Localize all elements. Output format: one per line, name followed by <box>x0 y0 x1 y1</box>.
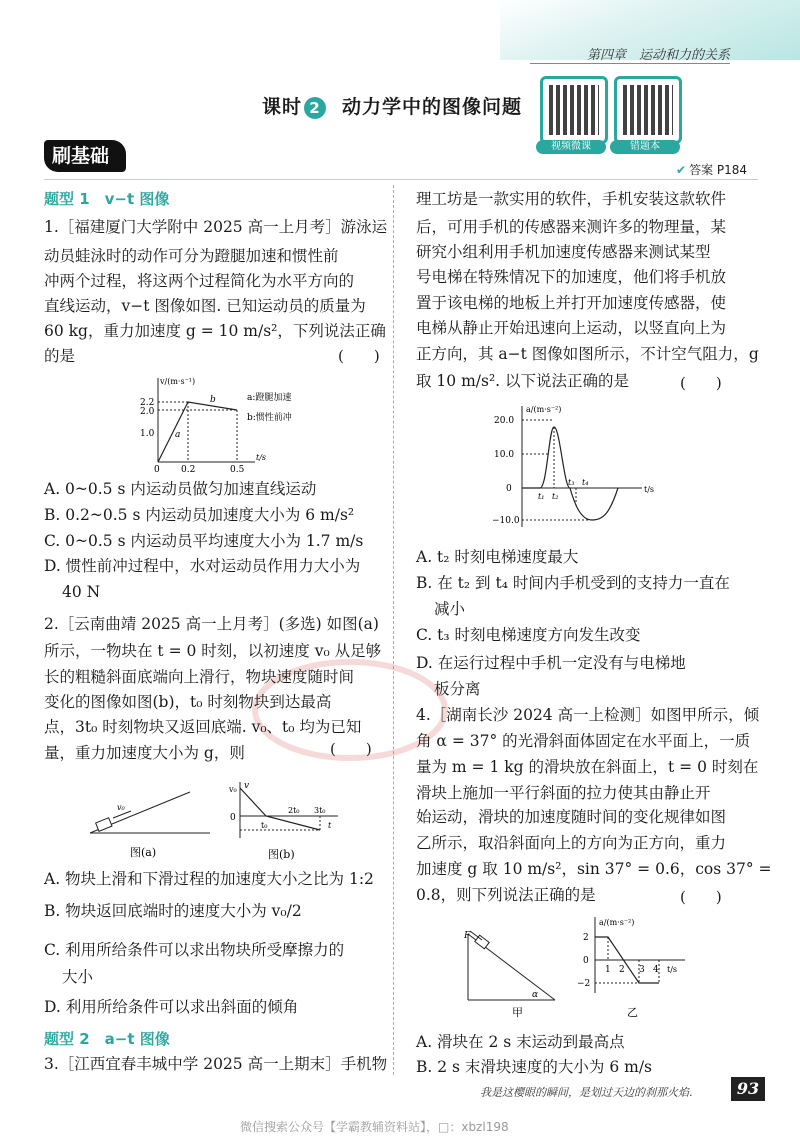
right-line-r7: 正方向，其 a−t 图像如图所示，不计空气阻力，g <box>416 345 759 363</box>
right-line-q4d: 滑块上施加一平行斜面的拉力使其由静止开 <box>416 784 711 802</box>
figure-caption: 图(b) <box>268 848 295 861</box>
chapter-title: 第四章 运动和力的关系 <box>586 48 730 63</box>
right-line-r2: 后，可用手机的传感器来测许多的物理量，某 <box>416 218 727 236</box>
v0-label: v₀ <box>117 803 125 812</box>
left-line-q1a: 1.［福建厦门大学附中 2025 高一上月考］游泳运 <box>44 218 388 236</box>
curve-label: a <box>175 430 181 440</box>
left-line-q2f: 量，重力加速度大小为 g，则 <box>44 744 245 762</box>
right-line-q4b: 角 α = 37° 的光滑斜面体固定在水平面上，一质 <box>416 732 751 750</box>
y-tick: 2 <box>583 933 589 943</box>
x-axis-label: t/s <box>256 453 267 462</box>
figure-caption: 甲 <box>512 1006 523 1019</box>
left-line-q1f: 的是 <box>44 347 76 365</box>
origin: 0 <box>230 813 236 823</box>
answer-blank-q4: ( ) <box>680 888 722 906</box>
y-axis-label: a/(m·s⁻²) <box>526 405 562 414</box>
t-label: t₁ <box>538 492 545 501</box>
right-line-r4: 号电梯在特殊情况下的加速度，他们将手机放 <box>416 268 727 286</box>
left-line-q1C: C. 0~0.5 s 内运动员平均速度大小为 1.7 m/s <box>44 532 364 550</box>
right-line-r3C: C. t₃ 时刻电梯速度方向发生改变 <box>416 626 641 644</box>
left-line-q2d: 变化的图像如图(b)，t₀ 时刻物块到达最高 <box>44 693 332 711</box>
answer-blank-q2: ( ) <box>330 740 372 758</box>
x-tick: 0.5 <box>230 465 245 475</box>
right-line-q4h: 0.8，则下列说法正确的是 <box>416 886 596 904</box>
figure-q2a-incline <box>85 780 215 860</box>
figure-q2b-vt-graph <box>228 780 348 862</box>
lesson-prefix: 课时 <box>262 96 303 118</box>
right-line-q4c: 量为 m = 1 kg 的滑块放在斜面上，t = 0 时刻在 <box>416 758 759 776</box>
figure-caption: 乙 <box>627 1006 638 1019</box>
right-line-r5: 置于该电梯的地板上并打开加速度传感器，使 <box>416 294 727 312</box>
left-line-q1A: A. 0~0.5 s 内运动员做匀加速直线运动 <box>44 480 317 498</box>
answer-blank-q3: ( ) <box>680 374 722 392</box>
figure-q1-vt-graph <box>140 372 340 475</box>
x-tick: 0.2 <box>181 465 196 475</box>
qr-code-video[interactable] <box>540 76 608 144</box>
left-line-q1D2: 40 N <box>62 583 101 601</box>
left-line-q2B: B. 物块返回底端时的速度大小为 v₀/2 <box>44 902 302 920</box>
y-axis-label: v <box>244 781 250 791</box>
x-tick: 3 <box>639 965 645 975</box>
right-line-r3A: A. t₂ 时刻电梯速度最大 <box>416 548 579 566</box>
left-line-q1B: B. 0.2~0.5 s 内运动员加速度大小为 6 m/s² <box>44 506 355 524</box>
block <box>475 935 489 949</box>
section-badge: 刷基础 <box>44 140 126 172</box>
v0-tick: v₀ <box>229 785 237 794</box>
y-tick: 2.0 <box>140 407 155 417</box>
figure-caption: 图(a) <box>130 846 157 859</box>
right-line-q4g: 加速度 g 取 10 m/s²，sin 37° = 0.6，cos 37° = <box>416 860 772 878</box>
y-axis-label: a/(m·s⁻²) <box>599 918 635 927</box>
page-number: 93 <box>731 1077 765 1101</box>
right-line-q4f: 乙所示，取沿斜面向上的方向为正方向，重力 <box>416 834 727 852</box>
left-line-q1D1: D. 惯性前冲过程中，水对运动员作用力大小为 <box>44 557 361 575</box>
answer-blank-q1: ( ) <box>338 347 380 365</box>
right-line-r6: 电梯从静止开始迅速向上运动，以竖直向上为 <box>416 319 727 337</box>
left-line-q2C2: 大小 <box>62 968 94 986</box>
right-line-r3D2: 板分离 <box>434 680 481 698</box>
figure-q4a-incline <box>460 928 570 1020</box>
left-line-q2e: 点，3t₀ 时刻物块又返回底端. v₀、t₀ 均为已知 <box>44 718 362 736</box>
footer-quote: 我是这樱眼的瞬间，是划过天边的刹那火焰. <box>480 1086 693 1099</box>
right-line-r3: 研究小组利用手机加速度传感器来测试某型 <box>416 243 711 261</box>
column-divider <box>393 185 394 1075</box>
right-line-q4B: B. 2 s 末滑块速度的大小为 6 m/s <box>416 1058 653 1076</box>
qr-code-mistakes[interactable] <box>614 76 682 144</box>
legend-entry: b:惯性前冲 <box>247 413 292 423</box>
y-tick: 0 <box>506 484 512 494</box>
left-line-q2A: A. 物块上滑和下滑过程的加速度大小之比为 1:2 <box>44 870 374 888</box>
x-tick: 2 <box>619 965 625 975</box>
legend-entry: a:蹬腿加速 <box>247 393 292 403</box>
right-line-r3B1: B. 在 t₂ 到 t₄ 时间内手机受到的支持力一直在 <box>416 574 730 592</box>
left-line-q2C1: C. 利用所给条件可以求出物块所受摩擦力的 <box>44 941 345 959</box>
figure-q4b-at-graph <box>575 915 695 1021</box>
y-tick: 2.2 <box>140 398 155 408</box>
t-label: t₃ <box>568 478 575 487</box>
x-tick: 0 <box>154 465 160 475</box>
right-line-q4e: 始运动，滑块的加速度随时间的变化规律如图 <box>416 808 727 826</box>
force-label: F <box>464 931 471 941</box>
at-curve <box>522 427 618 520</box>
vt-curve <box>240 788 320 830</box>
y-tick: 20.0 <box>494 416 515 426</box>
x-axis-label: t/s <box>644 485 655 494</box>
y-tick: 1.0 <box>140 429 155 439</box>
left-line-q2D: D. 利用所给条件可以求出斜面的倾角 <box>44 998 299 1016</box>
y-tick: −10.0 <box>492 516 520 526</box>
left-line-t2: 题型 2 a−t 图像 <box>44 1030 170 1048</box>
qr-label-video: 视频微课 <box>536 140 606 154</box>
x-axis-label: t/s <box>667 965 678 974</box>
left-line-q1b: 动员蛙泳时的动作可分为蹬腿加速和惯性前 <box>44 247 339 265</box>
left-line-q1d: 直线运动，v−t 图像如图. 已知运动员的质量为 <box>44 297 366 315</box>
watermark-text: 微信搜索公众号【学霸教辅资料站】，□：xbzl198 <box>240 1120 509 1134</box>
check-icon: ✔ <box>676 163 687 177</box>
t0-tick: t₀ <box>261 821 268 830</box>
lesson-title <box>262 92 522 119</box>
right-line-q4A: A. 滑块在 2 s 末运动到最高点 <box>416 1033 625 1051</box>
3t0-tick: 3t₀ <box>314 806 326 815</box>
chapter-underline <box>530 63 730 64</box>
figure-q3-at-graph <box>492 402 662 530</box>
y-tick: −2 <box>577 979 591 989</box>
left-line-q3a: 3.［江西宜春丰城中学 2025 高一上期末］手机物 <box>44 1055 388 1073</box>
x-tick: 4 <box>653 965 659 975</box>
answer-ref-text: 答案 P184 <box>689 163 748 177</box>
t-label: t₂ <box>552 492 559 501</box>
block <box>96 818 112 832</box>
curve-label: b <box>210 395 216 405</box>
2t0-tick: 2t₀ <box>288 806 300 815</box>
left-line-q2c: 长的粗糙斜面底端向上滑行，物块速度随时间 <box>44 668 355 686</box>
right-line-r8: 取 10 m/s². 以下说法正确的是 <box>416 372 630 390</box>
y-tick: 0 <box>583 956 589 966</box>
lesson-name: 动力学中的图像问题 <box>342 96 523 118</box>
x-tick: 1 <box>605 965 611 975</box>
lesson-number-badge: 2 <box>304 97 326 119</box>
answer-reference <box>676 161 747 178</box>
right-line-r3D1: D. 在运行过程中手机一定没有与电梯地 <box>416 654 686 672</box>
left-line-q2b: 所示，一物块在 t = 0 时刻，以初速度 v₀ 从足够 <box>44 642 382 660</box>
t-label: t₄ <box>582 478 589 487</box>
left-line-q1c: 冲两个过程，将这两个过程简化为水平方向的 <box>44 272 355 290</box>
y-axis-label: v/(m·s⁻¹) <box>160 377 196 386</box>
qr-label-mistakes: 错题本 <box>610 140 680 154</box>
x-axis-label: t <box>328 821 332 830</box>
vt-curve <box>158 402 237 462</box>
right-line-r1: 理工坊是一款实用的软件，手机安装这款软件 <box>416 190 727 208</box>
left-line-q2a: 2.［云南曲靖 2025 高一上月考］(多选) 如图(a) <box>44 615 379 633</box>
right-line-r3B2: 减小 <box>434 600 466 618</box>
header-divider <box>44 179 758 180</box>
y-tick: 10.0 <box>494 450 515 460</box>
left-line-t1: 题型 1 v−t 图像 <box>44 190 170 208</box>
angle-label: α <box>532 990 539 1000</box>
right-line-q4a: 4.［湖南长沙 2024 高一上检测］如图甲所示，倾 <box>416 706 760 724</box>
left-line-q1e: 60 kg，重力加速度 g = 10 m/s²，下列说法正确 <box>44 322 386 340</box>
